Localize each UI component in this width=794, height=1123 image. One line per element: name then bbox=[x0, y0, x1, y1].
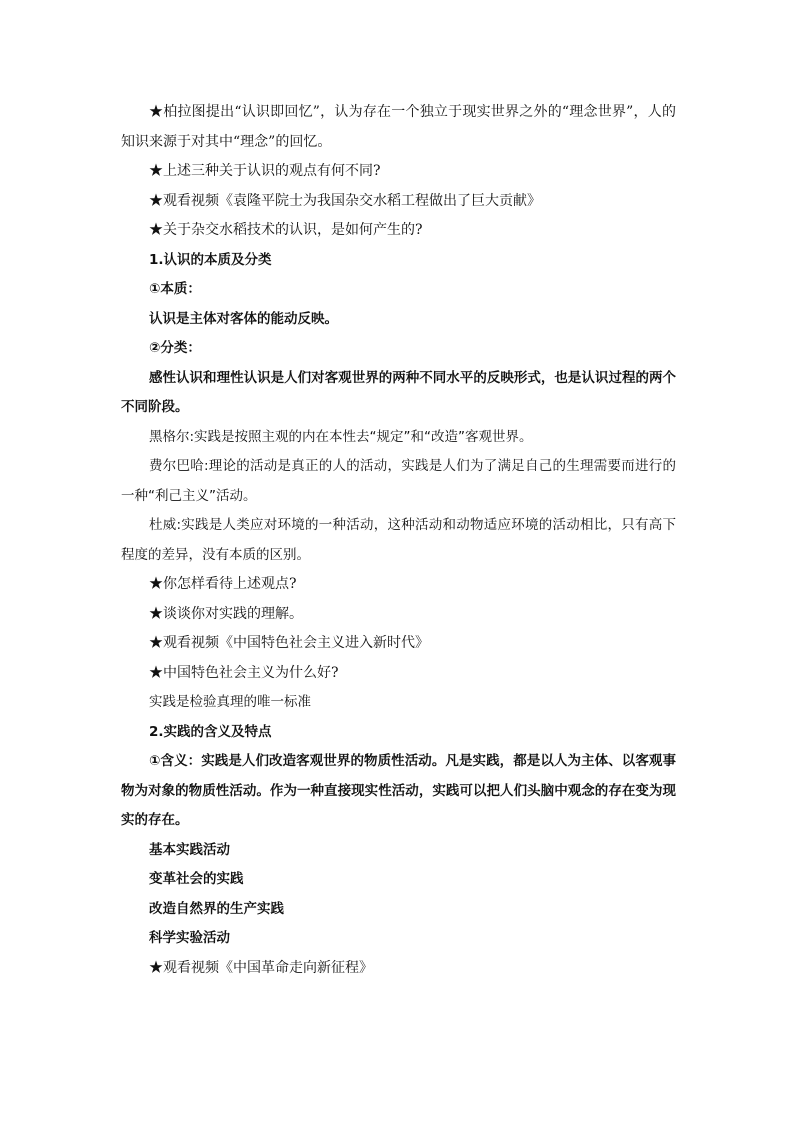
document-body bbox=[121, 98, 676, 983]
paragraph-feuerbach: 费尔巴哈:理论的活动是真正的人的活动，实践是人们为了满足自己的生理需要而进行的一种“利己主义”活动。 bbox=[121, 458, 676, 504]
text-truth-standard: 实践是检验真理的唯一标准 bbox=[149, 694, 311, 710]
video-new-era: ★观看视频《中国特色社会主义进入新时代》 bbox=[149, 635, 429, 651]
question-why-good: ★中国特色社会主义为什么好? bbox=[149, 664, 339, 681]
video-yuan-longping: ★观看视频《袁隆平院士为我国杂交水稻工程做出了巨大贡献》 bbox=[149, 192, 541, 209]
text-basic-practice: 基本实践活动 bbox=[149, 841, 230, 858]
question-understanding-practice: ★谈谈你对实践的理解。 bbox=[149, 605, 303, 622]
subheading-classification: ②分类： bbox=[149, 340, 201, 356]
paragraph-hegel: 黑格尔:实践是按照主观的内在本性去“规定”和“改造”客观世界。 bbox=[149, 428, 533, 445]
paragraph-dewey: 杜威:实践是人类应对环境的一种活动，这种活动和动物适应环境的活动相比，只有高下程度的差异，没有本质的区别。 bbox=[121, 517, 676, 563]
heading-practice-meaning: 2.实践的含义及特点 bbox=[149, 723, 272, 740]
text-science-experiment: 科学实验活动 bbox=[149, 930, 230, 946]
text-social-practice: 变革社会的实践 bbox=[149, 871, 244, 887]
paragraph-plato: ★柏拉图提出“认识即回忆”，认为存在一个独立于现实世界之外的“理念世界”，人的知识来源于对其中“理念”的回忆。 bbox=[121, 104, 676, 150]
text-practice-meaning: ①含义：实践是人们改造客观世界的物质性活动。凡是实践，都是以人为主体、以客观事物为对象的物质性活动。作为一种直接现实性活动，实践可以把人们头脑中观念的存在变为现实的存在。 bbox=[121, 753, 676, 828]
question-hybrid-rice: ★关于杂交水稻技术的认识，是如何产生的? bbox=[149, 222, 423, 238]
heading-cognition-nature: 1.认识的本质及分类 bbox=[149, 251, 272, 268]
subheading-essence: ①本质： bbox=[149, 281, 201, 297]
question-three-views: ★上述三种关于认识的观点有何不同? bbox=[149, 163, 381, 179]
text-essence: 认识是主体对客体的能动反映。 bbox=[149, 310, 338, 327]
text-classification: 感性认识和理性认识是人们对客观世界的两种不同水平的反映形式，也是认识过程的两个不同阶段。 bbox=[121, 369, 676, 415]
text-production-practice: 改造自然界的生产实践 bbox=[149, 900, 284, 917]
question-view-opinions: ★你怎样看待上述观点? bbox=[149, 576, 297, 592]
video-revolution: ★观看视频《中国革命走向新征程》 bbox=[149, 959, 373, 976]
